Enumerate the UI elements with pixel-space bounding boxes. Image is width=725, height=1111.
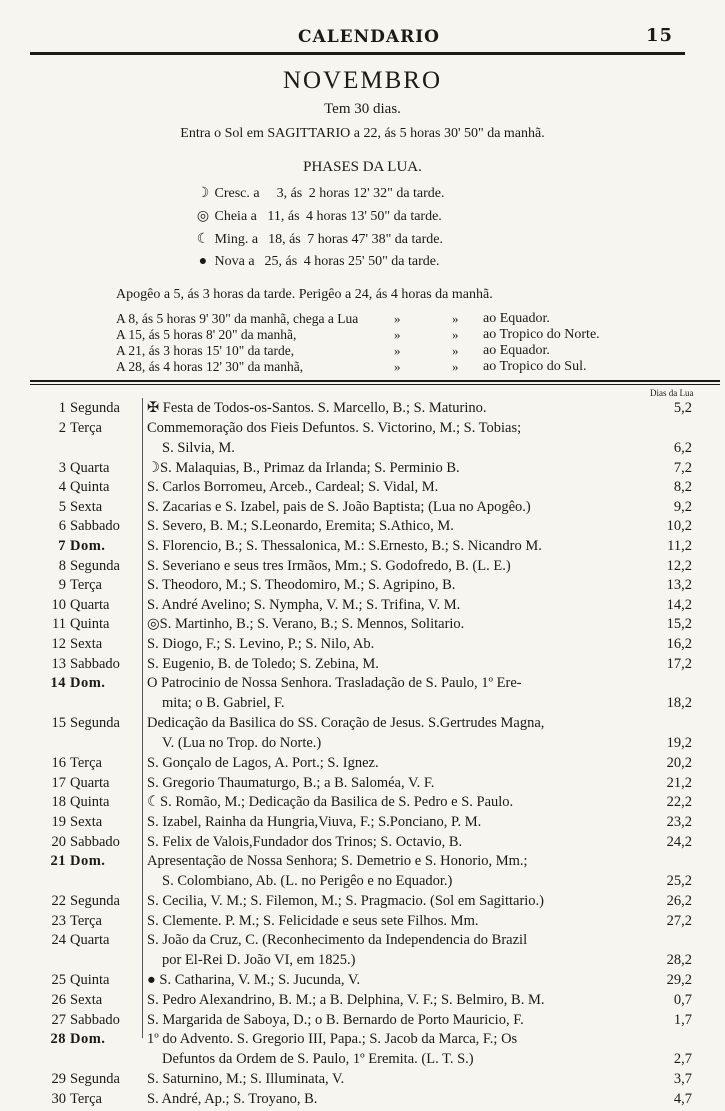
phase-period: da tarde. — [394, 232, 443, 247]
weekday: Quarta — [70, 932, 110, 949]
weekday: Terça — [70, 577, 102, 594]
moon-age: 21,2 — [666, 774, 692, 791]
day-number: 10 — [51, 596, 66, 613]
saints-text-continued: S. Colombiano, Ab. (L. no Perigêo e no Equador.) — [162, 873, 453, 890]
moon-age: 4,7 — [673, 1090, 692, 1107]
day-number: 4 — [58, 479, 66, 496]
day-number: 8 — [58, 557, 66, 574]
table-row — [0, 932, 725, 969]
ditto-mark: » — [394, 359, 401, 374]
moon-age: 9,2 — [673, 498, 692, 515]
phase-hour: 7 — [307, 232, 315, 247]
moon-phase-icon: ☾ — [196, 232, 210, 247]
day-number: 9 — [58, 577, 66, 594]
saints-text: ☾S. Romão, M.; Dedicação da Basilica de S. Pedro e S. Paulo. — [147, 794, 514, 811]
saints-text: S. Felix de Valois,Fundador dos Trinos; S. Octavio, B. — [147, 833, 463, 850]
ditto-mark: » — [394, 311, 401, 326]
day-number: 7 — [58, 538, 66, 554]
page-number: 15 — [646, 25, 674, 46]
saints-text: S. Izabel, Rainha da Hungria,Viuva, F.; S.Ponciano, P. M. — [147, 814, 482, 830]
day-number: 12 — [51, 636, 66, 652]
moon-phase-icon: ☽ — [196, 186, 210, 201]
saints-text: Apresentação de Nossa Senhora; S. Demetrio e S. Honorio, Mm.; — [147, 853, 528, 870]
day-number: 30 — [51, 1090, 66, 1107]
day-number: 28 — [50, 1031, 66, 1048]
phase-period: da tarde. — [393, 209, 442, 224]
saints-text: S. Severo, B. M.; S.Leonardo, Eremita; S.Athico, M. — [147, 518, 454, 535]
phase-sep: ás — [284, 209, 304, 224]
day-number: 2 — [58, 419, 66, 436]
weekday: Sexta — [70, 992, 103, 1008]
day-number: 14 — [50, 675, 66, 692]
moon-age: 19,2 — [666, 735, 692, 752]
day-number: 24 — [51, 932, 66, 949]
phase-time: horas 12' 32" — [315, 186, 397, 201]
phase-row — [195, 254, 439, 270]
phase-time: horas 47' 38" — [314, 232, 395, 247]
weekday: Sexta — [70, 498, 103, 515]
saints-text: S. Cecilia, V. M.; S. Filemon, M.; S. Pragmacio. (Sol em Sagittario.) — [147, 893, 545, 910]
weekday: Segunda — [70, 1071, 120, 1088]
moon-age: 22,2 — [666, 794, 692, 811]
table-row — [0, 1031, 725, 1068]
moon-age: 1,7 — [673, 1011, 692, 1028]
saints-text: S. Pedro Alexandrino, B. M.; a B. Delphina, V. F.; S. Belmiro, B. M. — [147, 992, 545, 1008]
phase-hour: 4 — [306, 209, 314, 224]
moon-age: 8,2 — [673, 479, 692, 496]
table-row — [0, 715, 725, 752]
table-row — [0, 656, 725, 676]
phase-time: horas 13' 50" — [313, 209, 394, 224]
day-number: 23 — [51, 912, 66, 929]
table-row — [0, 419, 725, 456]
ditto-mark: » — [452, 343, 459, 358]
table-row — [0, 1012, 725, 1032]
table-row — [0, 1071, 725, 1091]
saints-text: S. André Avelino; S. Nympha, V. M.; S. Trifina, V. M. — [147, 596, 461, 613]
phase-day: 11, — [267, 209, 285, 224]
phase-day: 18, — [268, 232, 286, 247]
phase-row — [195, 208, 442, 225]
moon-age: 25,2 — [666, 873, 692, 890]
table-row — [0, 853, 725, 890]
saints-text: S. João da Cruz, C. (Reconhecimento da Independencia do Brazil — [147, 932, 528, 949]
saints-text: S. Theodoro, M.; S. Theodomiro, M.; S. Agripino, B. — [147, 577, 456, 594]
table-row — [0, 775, 725, 795]
weekday: Quinta — [70, 794, 110, 811]
saints-text: S. Severiano e seus tres Irmãos, Mm.; S. Godofredo, B. (L. E.) — [147, 557, 511, 574]
saints-text: S. Florencio, B.; S. Thessalonica, M.: S.Ernesto, B.; S. Nicandro M. — [147, 538, 542, 554]
saints-text: S. Margarida de Saboya, D.; o B. Bernardo de Porto Mauricio, F. — [147, 1011, 524, 1028]
weekday: Terça — [70, 912, 102, 929]
moon-age: 13,2 — [666, 577, 692, 594]
table-row — [0, 538, 725, 558]
ditto-mark: » — [452, 359, 459, 374]
phase-name: Cheia a — [211, 209, 261, 224]
weekday: Sabbado — [70, 833, 120, 850]
saints-text: ✠ Festa de Todos-os-Santos. S. Marcello, B.; S. Maturino. — [147, 400, 487, 416]
saints-text-continued: Defuntos da Ordem de S. Paulo, 1º Eremita. (L. T. S.) — [162, 1051, 474, 1068]
month-title: NOVEMBRO — [282, 67, 443, 94]
table-row — [0, 972, 725, 992]
day-number: 29 — [51, 1071, 66, 1088]
phase-sep: ás — [285, 232, 305, 247]
ditto-mark: » — [452, 311, 459, 326]
moon-age: 16,2 — [666, 636, 692, 652]
table-row — [0, 675, 725, 712]
moon-age: 18,2 — [666, 695, 692, 712]
saints-text: Commemoração dos Fieis Defuntos. S. Victorino, M.; S. Tobias; — [147, 419, 522, 436]
moon-age: 27,2 — [666, 912, 692, 929]
day-number: 13 — [51, 655, 66, 672]
phase-name: Cresc. a — [211, 186, 264, 201]
phase-hour: 2 — [308, 186, 316, 201]
ditto-mark: » — [394, 343, 401, 358]
table-row — [0, 577, 725, 597]
phase-period: da tarde. — [396, 186, 445, 201]
day-number: 3 — [58, 459, 66, 476]
day-number: 15 — [51, 715, 66, 732]
weekday: Sabbado — [70, 518, 120, 535]
moon-age: 23,2 — [666, 814, 692, 830]
day-number: 11 — [52, 616, 66, 633]
day-number: 1 — [58, 400, 66, 416]
saints-text: S. Eugenio, B. de Toledo; S. Zebina, M. — [147, 655, 379, 672]
day-number: 26 — [51, 992, 66, 1008]
apogee-line: Apogêo a 5, ás 3 horas da tarde. Perigêo a 24, ás 4 horas da manhã. — [116, 287, 493, 302]
saints-text: S. Zacarias e S. Izabel, pais de S. João Baptista; (Lua no Apogêo.) — [147, 498, 531, 515]
saints-text-continued: por El-Rei D. João VI, em 1825.) — [162, 952, 356, 969]
weekday: Dom. — [70, 853, 106, 870]
ditto-mark: » — [394, 327, 401, 342]
phase-row — [195, 231, 443, 248]
weekday: Quarta — [70, 596, 110, 613]
phase-time: horas 25' 50" — [310, 254, 392, 269]
table-row — [0, 558, 725, 578]
ditto-mark: » — [452, 327, 459, 342]
phase-name: Nova a — [211, 254, 259, 269]
moon-age: 2,7 — [673, 1051, 692, 1068]
table-row — [0, 814, 725, 834]
day-number: 19 — [51, 814, 66, 830]
weekday: Terça — [70, 419, 102, 436]
table-top-rule — [30, 380, 720, 382]
saints-text-continued: S. Silvia, M. — [162, 439, 235, 456]
table-row — [0, 597, 725, 617]
day-number: 5 — [58, 498, 66, 515]
table-row — [0, 834, 725, 854]
saints-text: O Patrocinio de Nossa Senhora. Trasladação de S. Paulo, 1º Ere- — [147, 675, 522, 692]
header-rule — [30, 52, 685, 55]
moon-age: 5,2 — [673, 400, 692, 416]
moon-age: 26,2 — [666, 893, 692, 910]
table-row — [0, 400, 725, 420]
saints-text: S. Gregorio Thaumaturgo, B.; a B. Saloméa, V. F. — [147, 774, 435, 791]
phase-hour: 4 — [303, 254, 311, 269]
age-column-header: Dias da Lua — [650, 388, 694, 398]
saints-text: S. Saturnino, M.; S. Illuminata, V. — [147, 1071, 345, 1088]
moon-age: 12,2 — [666, 557, 692, 574]
day-number: 18 — [51, 794, 66, 811]
saints-text-continued: mita; o B. Gabriel, F. — [162, 695, 285, 712]
moon-phase-icon: ● — [198, 254, 208, 269]
table-row — [0, 460, 725, 480]
weekday: Segunda — [70, 893, 120, 910]
day-number: 21 — [50, 853, 66, 870]
weekday: Quinta — [70, 616, 110, 633]
weekday: Segunda — [70, 557, 120, 574]
weekday: Sabbado — [70, 1011, 120, 1028]
saints-text: S. André, Ap.; S. Troyano, B. — [147, 1090, 318, 1107]
weekday: Dom. — [70, 538, 106, 554]
day-number: 20 — [51, 833, 66, 850]
table-row — [0, 518, 725, 538]
saints-text: 1º do Advento. S. Gregorio III, Papa.; S. Jacob da Marca, F.; Os — [147, 1031, 518, 1048]
moon-age: 0,7 — [673, 992, 692, 1008]
phase-name: Ming. a — [211, 232, 262, 247]
weekday: Sabbado — [70, 655, 120, 672]
moon-position-target: ao Tropico do Sul. — [483, 359, 587, 374]
table-row — [0, 755, 725, 775]
phase-row — [195, 185, 445, 202]
moon-position-text: A 21, ás 3 horas 15' 10" da tarde, — [116, 343, 295, 358]
phase-period: da tarde. — [391, 254, 440, 269]
day-number: 17 — [51, 774, 66, 791]
phase-day: 25, — [264, 254, 283, 269]
table-row — [0, 479, 725, 499]
weekday: Sexta — [70, 636, 103, 652]
table-row — [0, 893, 725, 913]
moon-position-text: A 28, ás 4 horas 12' 30" da manhã, — [116, 359, 304, 374]
phase-sep: ás — [282, 254, 301, 269]
weekday: Dom. — [70, 675, 106, 692]
table-row — [0, 616, 725, 636]
weekday: Terça — [70, 1090, 102, 1107]
saints-text: S. Gonçalo de Lagos, A. Port.; S. Ignez. — [147, 755, 379, 772]
moon-position-text: A 8, ás 5 horas 9' 30" da manhã, chega a Lua — [116, 311, 359, 326]
saints-text: ☽S. Malaquias, B., Primaz da Irlanda; S. Perminio B. — [147, 459, 460, 476]
weekday: Quarta — [70, 774, 110, 791]
table-row — [0, 794, 725, 814]
phase-day: 3, — [276, 186, 288, 201]
moon-age: 14,2 — [666, 596, 692, 613]
moon-position-target: ao Tropico do Norte. — [483, 327, 600, 342]
moon-age: 29,2 — [666, 972, 692, 989]
saints-text: ◎S. Martinho, B.; S. Verano, B.; S. Mennos, Solitario. — [147, 616, 465, 633]
moon-position-text: A 15, ás 5 horas 8' 20" da manhã, — [116, 327, 297, 342]
day-number: 6 — [58, 518, 66, 535]
running-header-title: CALENDARIO — [298, 27, 440, 47]
moon-age: 10,2 — [666, 518, 692, 535]
sun-entry: Entra o Sol em SAGITTARIO a 22, ás 5 horas 30' 50" da manhã. — [180, 126, 545, 141]
day-number: 16 — [51, 755, 66, 772]
saints-text: Dedicação da Basilica do SS. Coração de Jesus. S.Gertrudes Magna, — [147, 715, 545, 732]
day-number: 22 — [51, 893, 66, 910]
table-row — [0, 913, 725, 933]
weekday: Sexta — [70, 814, 103, 830]
moon-position-target: ao Equador. — [483, 311, 550, 326]
saints-text: S. Carlos Borromeu, Arceb., Cardeal; S. Vidal, M. — [147, 479, 439, 496]
weekday: Dom. — [70, 1031, 106, 1048]
table-row — [0, 1091, 725, 1111]
saints-text: S. Diogo, F.; S. Levino, P.; S. Nilo, Ab. — [147, 636, 375, 652]
weekday: Segunda — [70, 715, 120, 732]
weekday: Quinta — [70, 479, 110, 496]
moon-age: 28,2 — [666, 952, 692, 969]
phase-sep: ás — [287, 186, 306, 201]
moon-age: 20,2 — [666, 755, 692, 772]
table-row — [0, 499, 725, 519]
moon-age: 24,2 — [666, 833, 692, 850]
moon-position-target: ao Equador. — [483, 343, 550, 358]
moon-age: 17,2 — [666, 655, 692, 672]
table-row — [0, 636, 725, 656]
moon-age: 3,7 — [673, 1071, 692, 1088]
saints-text: ● S. Catharina, V. M.; S. Jucunda, V. — [147, 972, 361, 989]
weekday: Quinta — [70, 972, 110, 989]
moon-age: 7,2 — [673, 459, 692, 476]
saints-text: S. Clemente. P. M.; S. Felicidade e seus sete Filhos. Mm. — [147, 912, 479, 929]
moon-age: 11,2 — [667, 538, 692, 554]
moon-age: 15,2 — [666, 616, 692, 633]
day-number: 27 — [51, 1011, 66, 1028]
saints-text-continued: V. (Lua no Trop. do Norte.) — [162, 735, 322, 752]
weekday: Segunda — [70, 400, 120, 416]
moon-age: 6,2 — [673, 439, 692, 456]
weekday: Terça — [70, 755, 102, 772]
day-number: 25 — [51, 972, 66, 989]
weekday: Quarta — [70, 459, 110, 476]
phases-title: PHASES DA LUA. — [303, 159, 422, 175]
table-row — [0, 992, 725, 1012]
moon-phase-icon: ◎ — [196, 209, 210, 224]
table-top-rule-thin — [30, 384, 720, 385]
month-days: Tem 30 dias. — [324, 101, 401, 117]
